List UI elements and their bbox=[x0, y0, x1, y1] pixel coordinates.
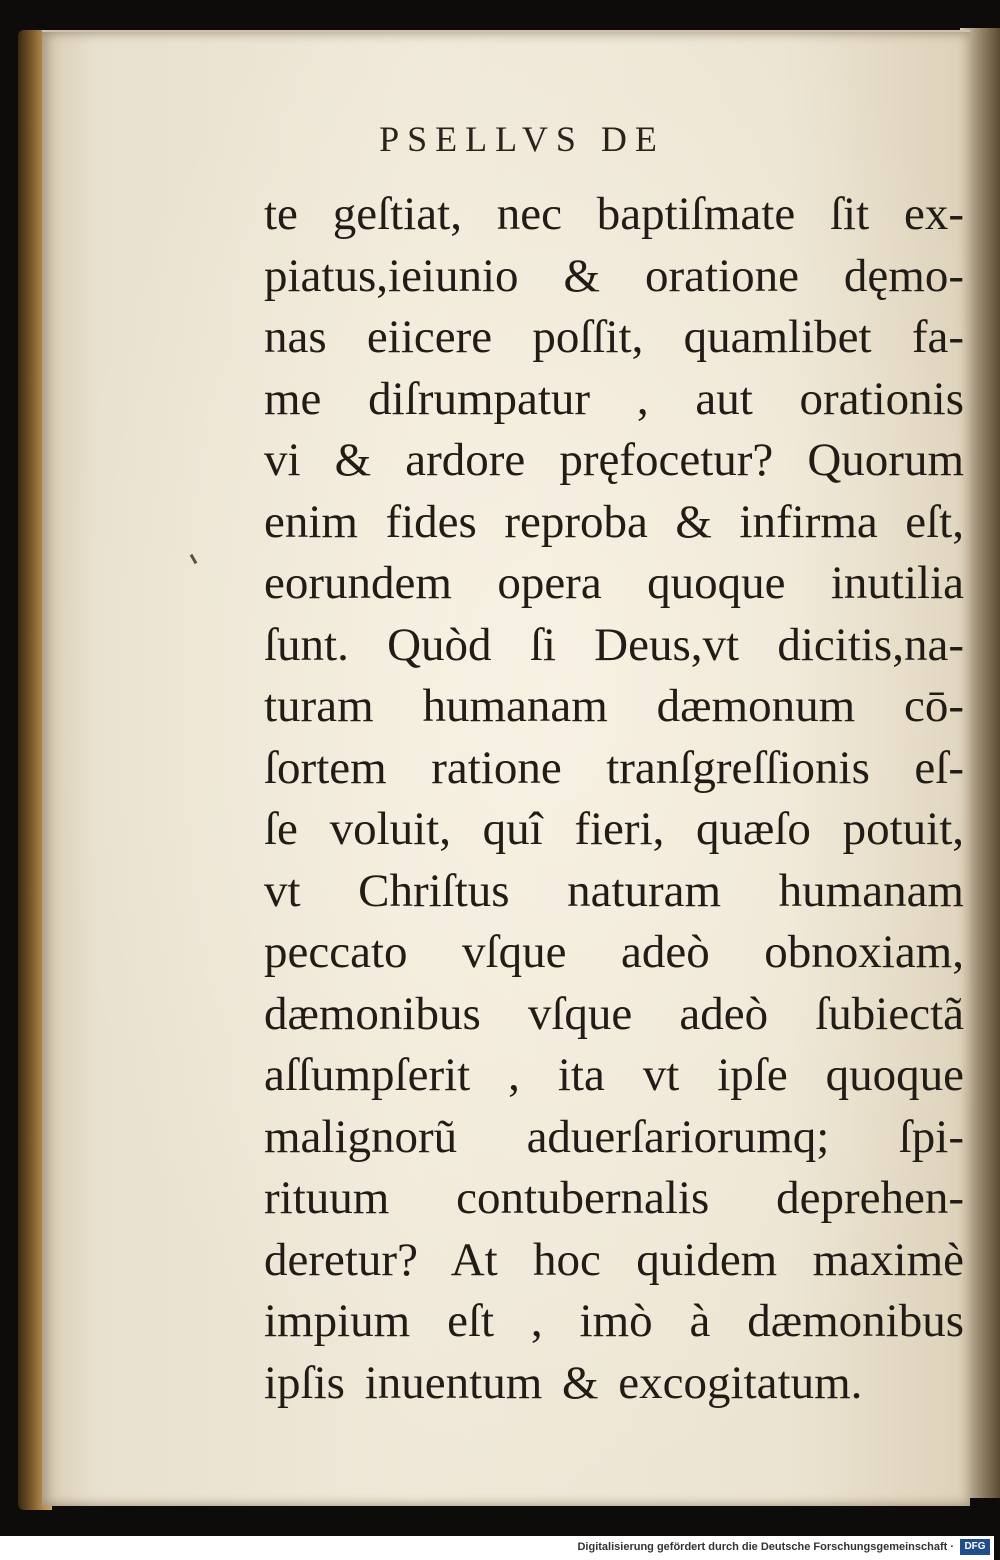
paper-blemish bbox=[190, 554, 198, 564]
text-line: eorundem opera quoque inutilia bbox=[264, 557, 964, 609]
text-line: dæmonibus vſque adeò ſubiectã bbox=[264, 987, 964, 1040]
text-line: malignorũ aduerſariorumq; ſpi- bbox=[264, 1110, 964, 1163]
running-head: PSELLVS DE bbox=[379, 119, 665, 159]
text-line: rituum contubernalis deprehen- bbox=[264, 1172, 964, 1224]
text-line: ſe voluit, quî fieri, quæſo potuit, bbox=[264, 803, 964, 855]
text-line: piatus,ieiunio & oratione dęmo- bbox=[264, 249, 964, 302]
text-line-last: ipſis inuentum & excogitatum. bbox=[264, 1356, 863, 1409]
text-line: nas eiicere poſſit, quamlibet fa- bbox=[264, 311, 964, 363]
text-line: me diſrumpatur , aut orationis bbox=[264, 372, 964, 425]
text-line: te geſtiat, nec baptiſmate ſit ex- bbox=[264, 188, 964, 240]
digitization-footer bbox=[0, 1536, 994, 1560]
text-line: vi & ardore pręfocetur? Quorum bbox=[264, 434, 964, 486]
text-line: ſunt. Quòd ſi Deus,vt dicitis,na- bbox=[264, 618, 964, 671]
text-line: turam humanam dæmonum cō- bbox=[264, 680, 964, 732]
text-line: vt Chriſtus naturam humanam bbox=[264, 864, 964, 917]
text-line: aſſumpſerit , ita vt ipſe quoque bbox=[264, 1049, 964, 1101]
text-line: peccato vſque adeò obnoxiam, bbox=[264, 926, 964, 978]
dfg-logo-icon: DFG bbox=[960, 1539, 990, 1555]
text-line: impium eſt , imò à dæmonibus bbox=[264, 1295, 964, 1347]
text-line: enim fides reproba & infirma eſt, bbox=[264, 495, 964, 548]
text-line: ſortem ratione tranſgreſſionis eſ- bbox=[264, 741, 964, 794]
funding-credit: Digitalisierung gefördert durch die Deutsche Forschungsgemeinschaft · bbox=[577, 1541, 954, 1553]
book-page bbox=[42, 30, 970, 1506]
text-line: deretur? At hoc quidem maximè bbox=[264, 1233, 964, 1286]
page-body-text bbox=[264, 184, 964, 1414]
